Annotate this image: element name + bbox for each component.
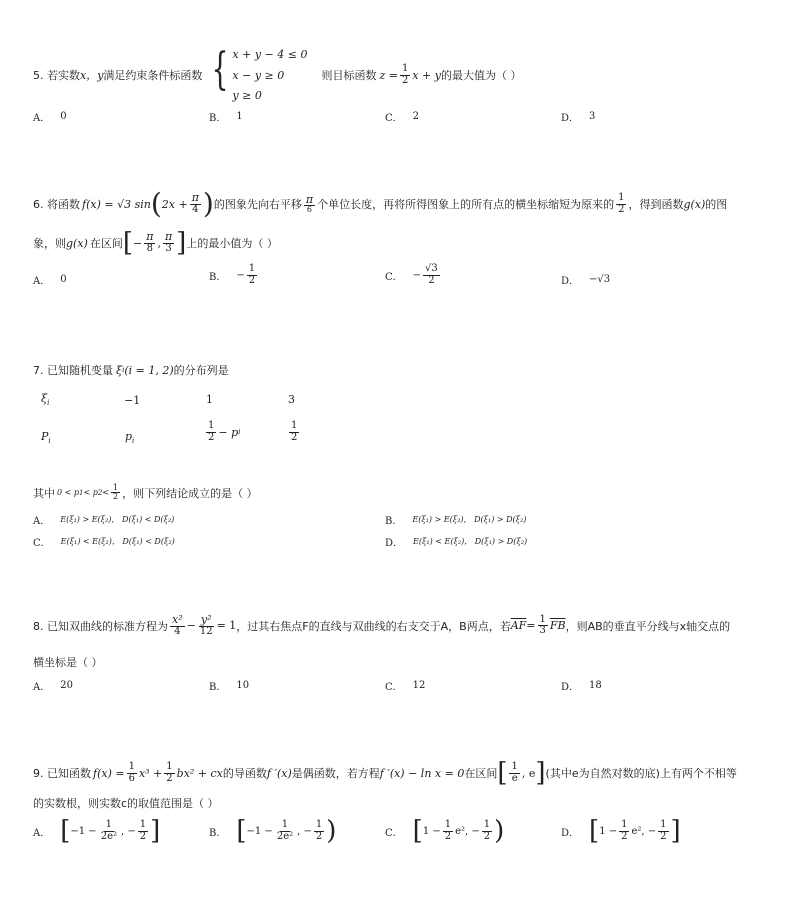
option-label: D．	[561, 276, 580, 287]
q6-g: g(x)	[683, 197, 706, 211]
q9-suffix: (其中e为自然对数的底)上有两个不相等	[545, 767, 737, 780]
fraction-num: 1	[291, 420, 298, 431]
option-label: A．	[33, 682, 51, 693]
left-bracket-icon: [	[122, 228, 133, 258]
q9-option-c[interactable]	[385, 818, 504, 844]
q6-pi-over-4	[190, 192, 201, 215]
q6-option-b[interactable]	[209, 264, 259, 286]
q5-stem	[33, 44, 522, 102]
option-tail: , −	[121, 825, 136, 837]
option-label: A．	[33, 276, 51, 287]
option-open-bracket: [	[589, 816, 600, 846]
q7-suffix: 的分布列是	[173, 364, 229, 377]
q6-pi: π	[146, 230, 154, 244]
q6-neg-pi-over-8	[144, 231, 155, 254]
q6-c-fraction	[423, 264, 440, 286]
fraction-den: 2	[248, 274, 256, 286]
cell-text: 1	[206, 393, 213, 406]
fraction-num: 1	[113, 483, 119, 492]
fraction-den: 2e²	[100, 830, 117, 842]
q8-y2-over-12	[198, 614, 215, 637]
fraction-den: 3	[539, 625, 546, 637]
fraction-num: 1	[128, 761, 135, 772]
option-value: 18	[589, 680, 602, 691]
q8-one-third	[538, 615, 548, 637]
q7-where-half	[111, 484, 120, 502]
fraction-den: 2	[166, 772, 173, 784]
q9-equation: f ′(x) − ln x = 0	[379, 766, 465, 780]
q8-prefix: 8. 已知双曲线的标准方程为	[33, 619, 168, 633]
option-label: A．	[33, 827, 51, 839]
q5-obj-rhs: x + y	[412, 68, 441, 82]
q7-option-c[interactable]	[33, 534, 175, 549]
option-open-bracket: [	[236, 816, 247, 846]
cell-text: − p	[218, 425, 239, 439]
q9-one-sixth	[127, 762, 137, 784]
q5-option-b[interactable]	[209, 109, 243, 124]
option-fraction	[275, 820, 295, 842]
cell-sub: i	[47, 399, 50, 408]
option-value: E(ξ₁) > E(ξ₂)， D(ξ₁) > D(ξ₂)	[412, 515, 527, 524]
fraction-num: √3	[425, 263, 438, 274]
option-fraction-2	[482, 820, 492, 842]
q8-eq: =	[526, 619, 536, 633]
fraction-num: 1	[621, 819, 628, 830]
option-value: E(ξ₁) > E(ξ₂)， D(ξ₁) < D(ξ₂)	[60, 515, 175, 524]
q6-shift-text: 的图象先向右平移	[213, 198, 302, 211]
q7-table-r3	[204, 421, 240, 443]
q5-option-a[interactable]	[33, 109, 67, 124]
option-value: 20	[60, 680, 73, 691]
option-close-bracket: ]	[150, 816, 161, 846]
cell-fraction	[289, 421, 299, 443]
cell-sub: i	[48, 437, 51, 446]
q6-inner: 2x +	[161, 197, 188, 211]
q5-option-c[interactable]	[385, 109, 419, 124]
q7-condition: (i = 1, 2)	[124, 363, 174, 377]
fraction-den: 2	[113, 492, 119, 502]
q7-where-lt2: <	[102, 488, 110, 498]
q6-pi: π	[191, 191, 199, 205]
fraction-den: e	[511, 772, 518, 784]
q6-option-d[interactable]	[561, 272, 610, 287]
q9-option-d[interactable]	[561, 818, 681, 844]
q8-x2-over-4	[170, 614, 185, 637]
option-value: 12	[412, 680, 426, 691]
option-label: B．	[209, 113, 227, 124]
q7-table-r1	[41, 430, 51, 445]
option-tail: e², −	[455, 825, 480, 837]
option-label: D．	[385, 538, 404, 549]
q7-where-prefix: 其中	[33, 486, 55, 500]
fraction-den: 2	[660, 830, 667, 842]
q6-line1-end: 的图	[705, 198, 728, 211]
option-lead: −1 −	[246, 825, 273, 837]
option-label: D．	[561, 113, 580, 124]
option-label: C．	[33, 538, 51, 549]
q9-option-b[interactable]	[209, 818, 336, 844]
q9-bx2: bx² + cx	[176, 766, 223, 780]
q6-eight: 8	[146, 243, 153, 255]
q9-line2: 的实数根，则实数c的取值范围是（ ）	[33, 797, 219, 810]
fraction-num: 1	[539, 613, 546, 625]
option-fraction-2	[314, 820, 324, 842]
q5-constraint-system	[206, 44, 308, 102]
q5-then: 则目标函数	[321, 69, 377, 82]
fraction-num: 1	[105, 819, 113, 830]
q7-table-h4	[288, 393, 295, 406]
q7-xi: ξ	[116, 363, 123, 377]
fraction-den: 2	[483, 830, 491, 842]
right-bracket-icon: ]	[176, 228, 187, 258]
option-open-bracket: [	[412, 816, 423, 846]
q9-middle: 的导函数	[222, 767, 267, 780]
cell-text: ξ	[41, 392, 48, 405]
fraction-num: y²	[200, 613, 212, 626]
fraction-num: 1	[139, 819, 147, 830]
q5-constraint-3: y ≥ 0	[232, 89, 262, 102]
option-label: C．	[385, 113, 403, 124]
option-label: A．	[33, 113, 51, 124]
q9-stem-line2	[33, 795, 219, 811]
option-label: C．	[385, 827, 403, 839]
q7-option-d[interactable]	[385, 534, 527, 549]
q5-obj-lhs: z =	[379, 68, 398, 82]
q5-obj-den: 2	[401, 74, 409, 86]
q5-option-d[interactable]	[561, 109, 595, 124]
q5-middle: 满足约束条件标函数	[103, 69, 203, 82]
fraction-den: 4	[174, 625, 181, 637]
q7-prefix: 7. 已知随机变量	[33, 364, 113, 377]
q7-table-h1	[41, 392, 49, 407]
fraction-den: 2	[444, 830, 452, 842]
option-fraction	[99, 820, 119, 842]
cell-text: 3	[288, 393, 295, 406]
q9-stem-line1	[33, 760, 737, 786]
q9-one-over-e	[509, 762, 519, 784]
q7-where-line	[33, 484, 258, 502]
q8-minus: −	[186, 619, 196, 633]
option-lead: −1 −	[70, 825, 97, 837]
q7-where-sub2: 2	[97, 488, 103, 497]
q7-stem	[33, 362, 229, 378]
q7-table-h3	[206, 393, 213, 406]
fraction-den: 6	[128, 772, 135, 784]
fraction-num: 1	[511, 761, 518, 772]
q8-eq1: = 1	[216, 619, 237, 633]
q7-table-h2	[124, 394, 140, 407]
option-label: D．	[561, 682, 580, 693]
q6-pi-over-6	[304, 194, 315, 215]
fraction-num: 1	[660, 819, 667, 830]
fraction-den: 2e²	[276, 830, 294, 842]
option-close-bracket: )	[326, 816, 337, 846]
q6-stem-line2: 象，则 g(x) 在区间 [ − $\frac{\pi}{8}$ , $\frac{\pi}{3}$ ] 上的最小值为（ ）	[33, 228, 278, 258]
cell-sub: i	[132, 437, 135, 446]
q9-fprime: f ′(x)	[266, 766, 292, 780]
fraction-num: 1	[281, 819, 289, 830]
left-brace-icon: {	[212, 44, 229, 95]
q6-b-fraction	[247, 264, 257, 286]
option-label: B．	[209, 271, 227, 283]
q7-table-r4	[287, 421, 301, 443]
option-label: D．	[561, 827, 580, 839]
q6-three: 3	[165, 243, 172, 255]
option-lead: 1 −	[599, 825, 618, 837]
q6-interval-text: 在区间	[89, 237, 123, 250]
option-label: C．	[385, 682, 403, 693]
q7-option-b[interactable]	[385, 512, 526, 527]
option-label: A．	[33, 516, 51, 527]
q8-middle: ，过其右焦点F的直线与双曲线的右支交于A，B两点，若	[236, 619, 511, 633]
option-sign: −	[412, 269, 422, 281]
fraction-den: 2	[208, 431, 215, 443]
option-label: B．	[385, 516, 403, 527]
option-open-bracket: [	[60, 816, 71, 846]
q5-obj-num: 1	[401, 63, 409, 74]
q9-prefix: 9. 已知函数	[33, 767, 91, 780]
q7-table-r2	[125, 430, 134, 445]
q6-prefix: 6. 将函数	[33, 198, 80, 211]
option-close-bracket: ]	[670, 816, 681, 846]
option-fraction-2	[658, 820, 668, 842]
q6-function: f(x) = √3 sin	[82, 197, 151, 211]
option-label: C．	[385, 271, 403, 283]
cell-text: −1	[124, 394, 141, 407]
fraction-num: 1	[444, 819, 452, 830]
q8-stem-line2	[33, 654, 103, 670]
option-value: 10	[236, 680, 250, 691]
fraction-den: 2	[139, 830, 147, 842]
cell-sub: i	[238, 428, 241, 436]
q6-g: g(x)	[66, 236, 88, 250]
left-paren-icon: (	[150, 187, 162, 220]
option-tail: e², −	[631, 825, 657, 837]
option-tail: , −	[297, 825, 312, 837]
right-paren-icon: )	[202, 187, 214, 220]
q6-four: 4	[192, 204, 199, 216]
right-bracket-icon: ]	[535, 758, 546, 788]
option-value: E(ξ₁) < E(ξ₂)， D(ξ₁) > D(ξ₂)	[413, 537, 528, 546]
q9-option-a[interactable]	[33, 818, 160, 844]
fraction-den: 12	[199, 625, 213, 637]
q5-vars: x，y	[80, 69, 104, 82]
option-value: 1	[236, 111, 243, 122]
q6-shrink-text: 个单位长度，再将所得图象上的所有点的横坐标缩短为原来的	[317, 198, 615, 211]
q6-pi: π	[164, 230, 173, 244]
q6-option-c[interactable]	[385, 264, 442, 286]
q5-obj-fraction	[400, 64, 410, 86]
option-value: 0	[60, 111, 67, 122]
option-fraction-2	[138, 820, 148, 842]
q7-where-lt: < p	[83, 488, 98, 498]
q6-option-a[interactable]	[33, 272, 67, 287]
q6-pi: π	[305, 192, 314, 206]
option-value: 3	[589, 111, 596, 122]
q7-xi-sub: i	[122, 366, 125, 374]
q9-interval-text: 在区间	[464, 767, 498, 780]
q6-half-num: 1	[618, 192, 625, 203]
q9-one-half	[164, 762, 174, 784]
q7-where-expr: 0 < p	[57, 488, 79, 498]
q6-line2-suffix: 上的最小值为（ ）	[186, 237, 278, 250]
q8-option-c[interactable]	[385, 678, 425, 693]
q8-option-d[interactable]	[561, 678, 602, 693]
cell-fraction	[206, 421, 216, 443]
q6-half	[616, 193, 626, 215]
cell-text: p	[125, 430, 133, 443]
left-bracket-icon: [	[497, 758, 508, 788]
q9-interval-tail: , e	[521, 766, 536, 780]
fraction-num: 1	[315, 819, 323, 830]
option-value: E(ξ₁) < E(ξ₂)， D(ξ₁) < D(ξ₂)	[60, 537, 175, 546]
q8-option-a[interactable]	[33, 678, 73, 693]
q7-option-a[interactable]	[33, 512, 174, 527]
q6-pi-over-3	[163, 231, 174, 254]
q8-vector-fb: $\overline{FB}$	[549, 619, 566, 633]
fraction-num: 1	[483, 819, 491, 830]
q8-vector-af: $\overline{AF}$	[510, 619, 527, 633]
option-lead: 1 −	[422, 825, 441, 837]
q6-half-den: 2	[618, 203, 625, 215]
fraction-den: 2	[428, 274, 435, 286]
q8-line2: 横坐标是（ ）	[33, 656, 103, 669]
fraction-den: 2	[621, 830, 628, 842]
fraction-num: 1	[208, 420, 215, 431]
q7-where-suffix: ，则下列结论成立的是（ ）	[122, 486, 258, 500]
fraction-den: 2	[291, 431, 298, 443]
q9-x3: x³ +	[138, 766, 163, 780]
option-value: −√3	[589, 274, 611, 285]
q6-result-text: ，得到函数	[628, 198, 684, 211]
q5-suffix: 的最大值为（ ）	[441, 69, 522, 82]
q7-where-sub1: 1	[79, 488, 84, 497]
option-fraction	[443, 820, 453, 842]
option-label: B．	[209, 682, 227, 693]
q6-stem-line1	[33, 187, 728, 220]
q8-stem-line1	[33, 614, 730, 637]
option-sign: −	[236, 269, 245, 281]
option-close-bracket: )	[494, 816, 505, 846]
fraction-num: 1	[166, 761, 173, 772]
q6-line2-prefix: 象，则	[33, 237, 66, 250]
option-fraction	[619, 820, 629, 842]
option-label: B．	[209, 827, 227, 839]
q9-middle2: 是偶函数，若方程	[291, 767, 380, 780]
cell-text: P	[41, 430, 49, 443]
q6-six: 6	[306, 205, 313, 215]
fraction-num: x²	[172, 613, 183, 626]
fraction-den: 2	[315, 830, 323, 842]
fraction-num: 1	[248, 263, 256, 274]
q5-constraint-2: x − y ≥ 0	[232, 68, 285, 82]
option-value: 2	[412, 111, 420, 122]
q8-option-b[interactable]	[209, 678, 249, 693]
option-value: 0	[60, 274, 67, 285]
q5-prefix: 5. 若实数	[33, 69, 80, 82]
q8-suffix: ，则AB的垂直平分线与x轴交点的	[565, 619, 731, 633]
q5-constraint-1: x + y − 4 ≤ 0	[232, 48, 308, 61]
q9-f: f(x) =	[93, 766, 125, 780]
